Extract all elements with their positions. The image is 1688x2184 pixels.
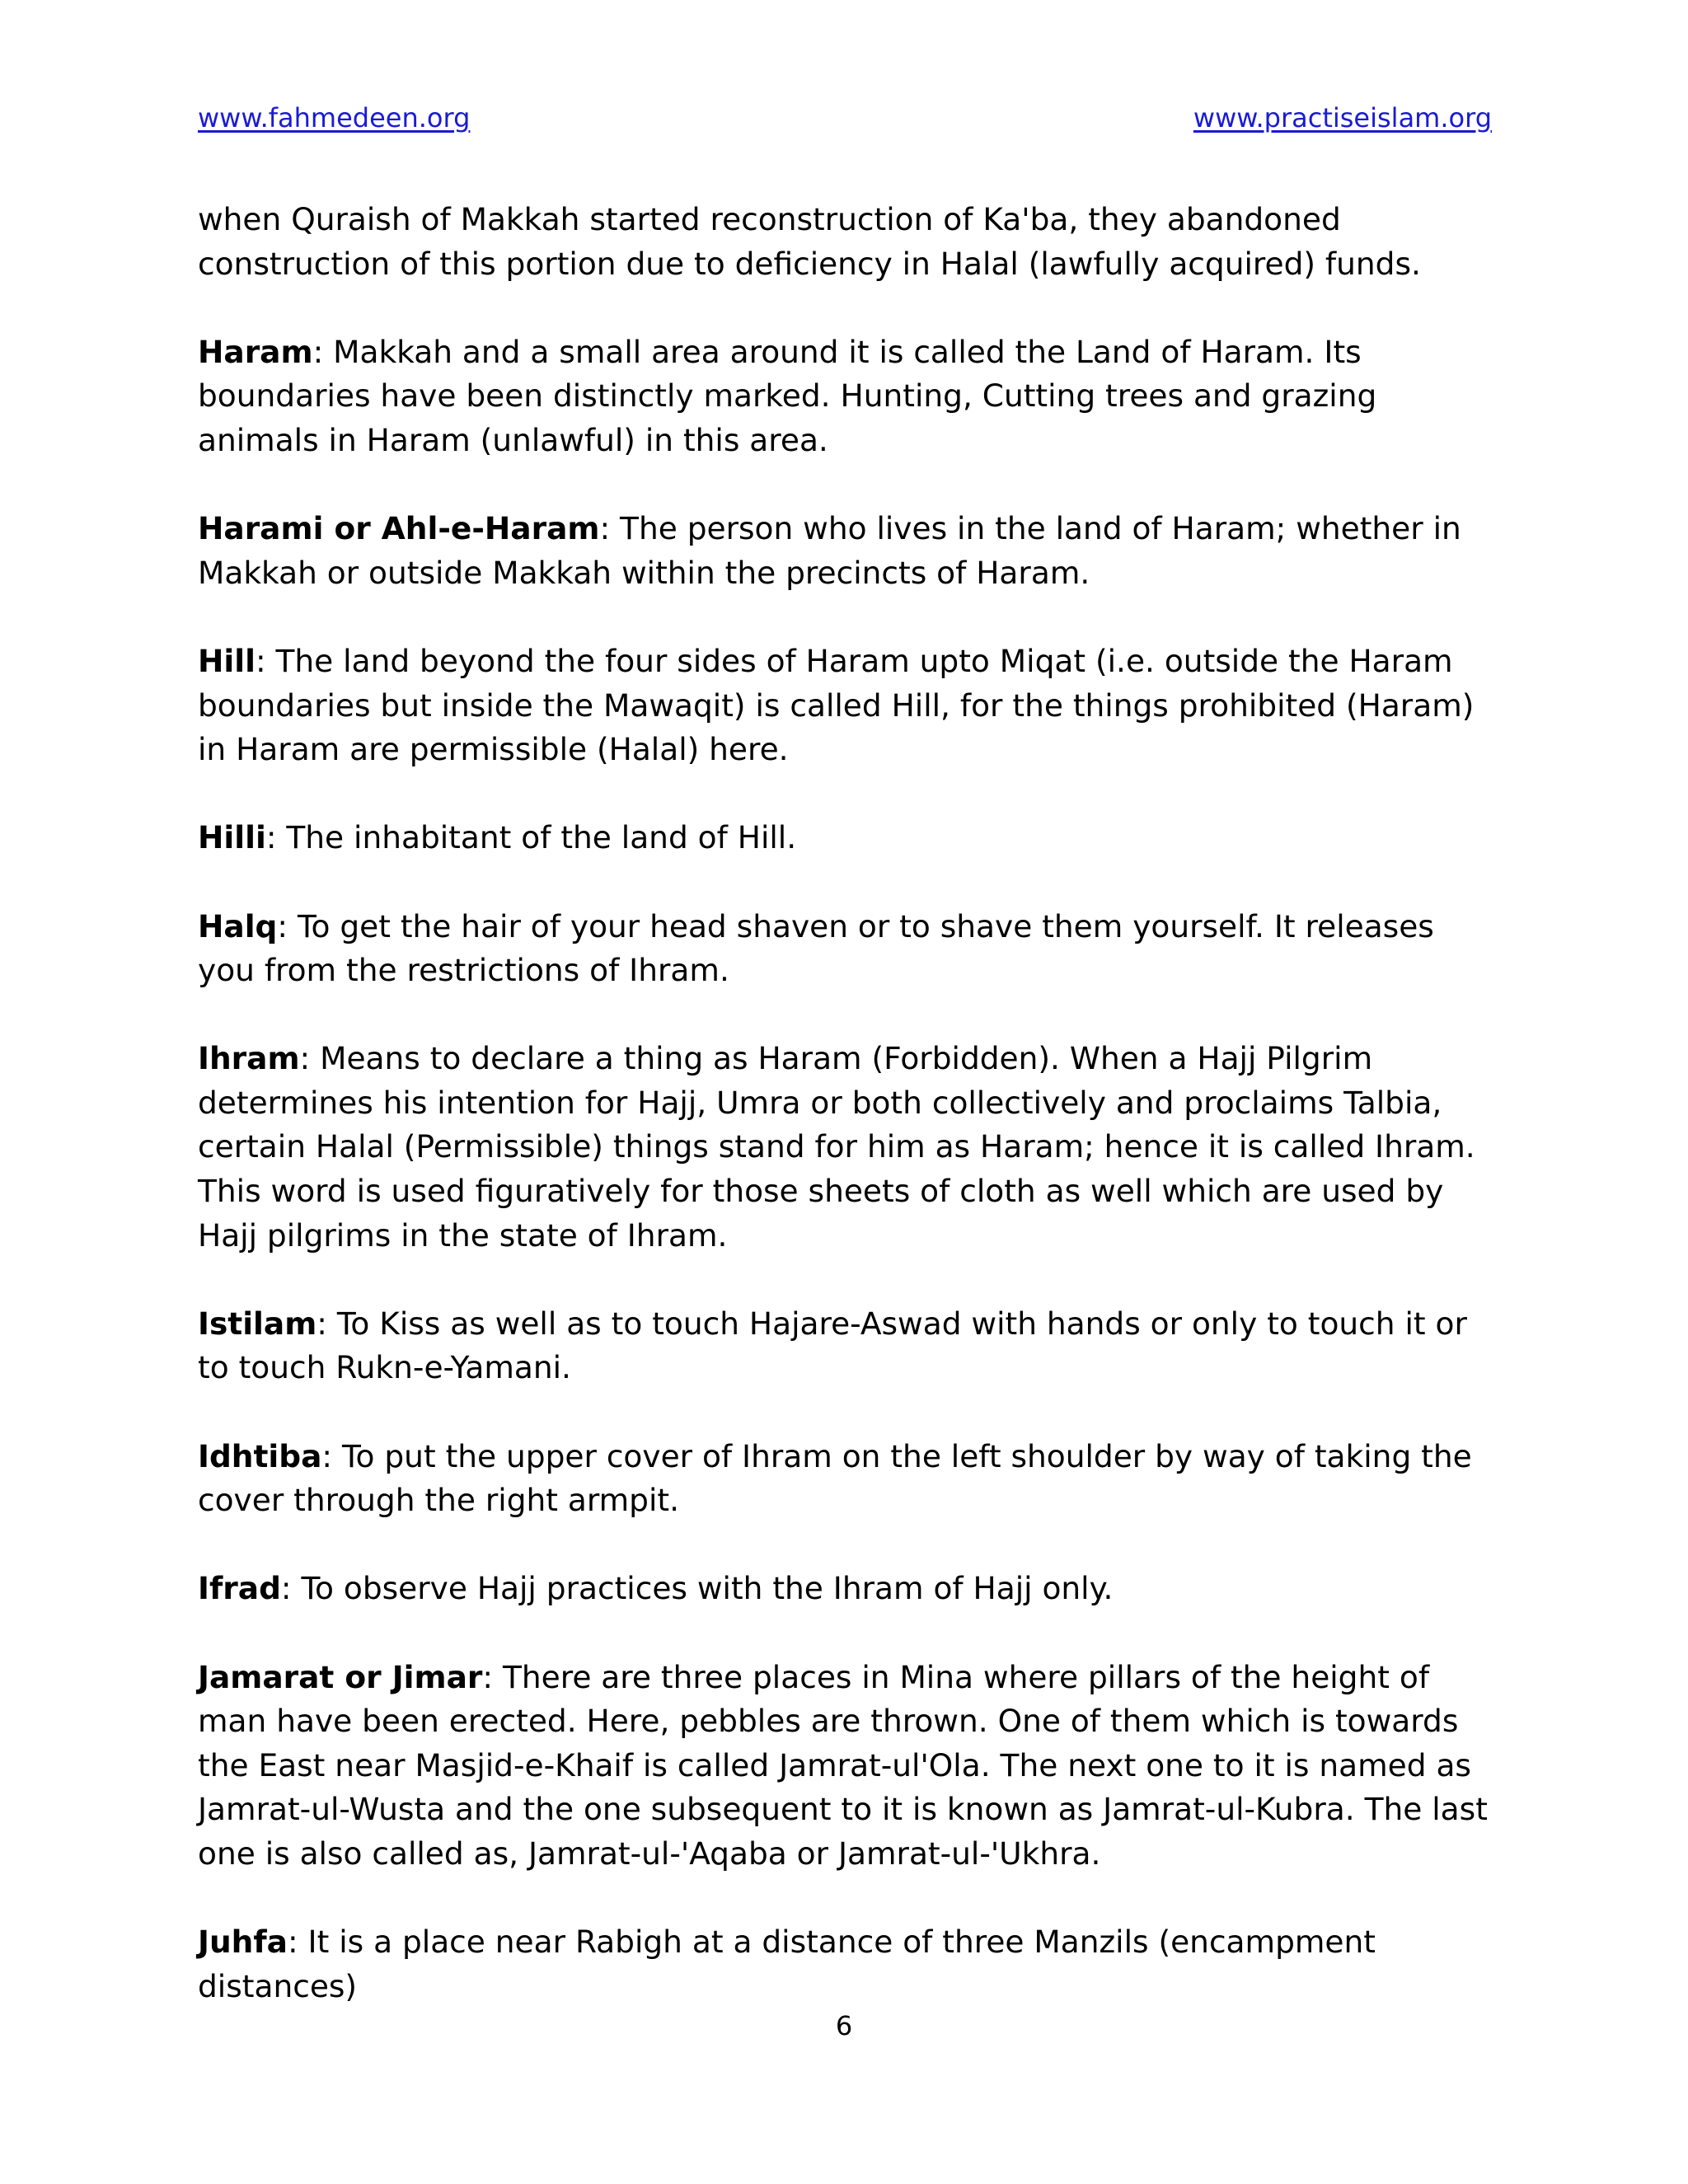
- glossary-entry-ifrad: [198, 1567, 1496, 1611]
- entry-definition: : To put the upper cover of Ihram on the left shoulder by way of taking the cover through the right armpit.: [198, 1437, 1472, 1519]
- glossary-entry-harami: [198, 507, 1496, 595]
- glossary-entry-haram: [198, 330, 1496, 463]
- entry-definition: : To observe Hajj practices with the Ihram of Hajj only.: [280, 1570, 1114, 1607]
- glossary-entry-istilam: [198, 1302, 1496, 1390]
- entry-definition: : To get the hair of your head shaven or to shave them yourself. It releases you from the restrictions of Ihram.: [198, 907, 1434, 989]
- entry-definition: : There are three places in Mina where pillars of the height of man have been erected. Here, pebbles are thrown. One of them which is towards the East near Masjid-e-Khaif is called Jamrat-ul'Ola. The next one to it is named as Jamrat-ul-Wusta and the one subsequent to it is known as Jamrat-ul-Kubra. The last one is also called as, Jamrat-ul-'Aqaba or Jamrat-ul-'Ukhra.: [198, 1658, 1488, 1872]
- entry-term: Ihram: [198, 1040, 300, 1077]
- page-header: [198, 97, 1492, 138]
- glossary-entry-ihram: [198, 1037, 1496, 1258]
- intro-paragraph: when Quraish of Makkah started reconstruction of Ka'ba, they abandoned construction of this portion due to deficiency in Halal (lawfully acquired) funds.: [198, 201, 1421, 282]
- entry-term: Halq: [198, 907, 278, 944]
- entry-term: Haram: [198, 333, 313, 370]
- entry-definition: : It is a place near Rabigh at a distance of three Manzils (encampment distances): [198, 1924, 1376, 2004]
- glossary-entry-halq: [198, 905, 1496, 993]
- glossary-entry-jamarat: [198, 1656, 1496, 1877]
- entry-term: Juhfa: [198, 1924, 288, 1961]
- entry-term: Harami or Ahl-e-Haram: [198, 510, 600, 547]
- entry-definition: : The land beyond the four sides of Haram upto Miqat (i.e. outside the Haram boundaries but inside the Mawaqit) is called Hill, for the things prohibited (Haram) in Haram are permissible (Halal) here.: [198, 642, 1475, 768]
- entry-term: Hilli: [198, 819, 266, 856]
- entry-definition: : The person who lives in the land of Haram; whether in Makkah or outside Makkah within the precincts of Haram.: [198, 510, 1461, 591]
- glossary-entry-idhtiba: [198, 1435, 1496, 1523]
- glossary-entry-hill: [198, 640, 1496, 772]
- entry-definition: : To Kiss as well as to touch Hajare-Aswad with hands or only to touch it or to touch Rukn-e-Yamani.: [198, 1305, 1467, 1386]
- glossary-entry-juhfa: [198, 1920, 1496, 2008]
- entry-term: Hill: [198, 642, 256, 679]
- entry-definition: : Means to declare a thing as Haram (Forbidden). When a Hajj Pilgrim determines his intention for Hajj, Umra or both collectively and proclaims Talbia, certain Halal (Permissible) things stand for him as Haram; hence it is called Ihram. This word is used figuratively for those sheets of cloth as well which are used by Hajj pilgrims in the state of Ihram.: [198, 1040, 1475, 1254]
- entry-term: Idhtiba: [198, 1437, 322, 1474]
- fahmedeen-link[interactable]: www.fahmedeen.org: [198, 102, 471, 134]
- glossary-content: [198, 198, 1496, 2053]
- entry-definition: : The inhabitant of the land of Hill.: [265, 819, 797, 856]
- page-number: 6: [835, 2010, 853, 2041]
- entry-definition: : Makkah and a small area around it is called the Land of Haram. Its boundaries have been distinctly marked. Hunting, Cutting trees and grazing animals in Haram (unlawful) in this area.: [198, 333, 1377, 458]
- entry-term: Jamarat or Jimar: [198, 1658, 483, 1695]
- entry-term: Ifrad: [198, 1570, 281, 1607]
- practiseislam-link[interactable]: www.practiseislam.org: [1193, 102, 1492, 134]
- entry-term: Istilam: [198, 1305, 317, 1342]
- glossary-entry-hilli: [198, 816, 1496, 860]
